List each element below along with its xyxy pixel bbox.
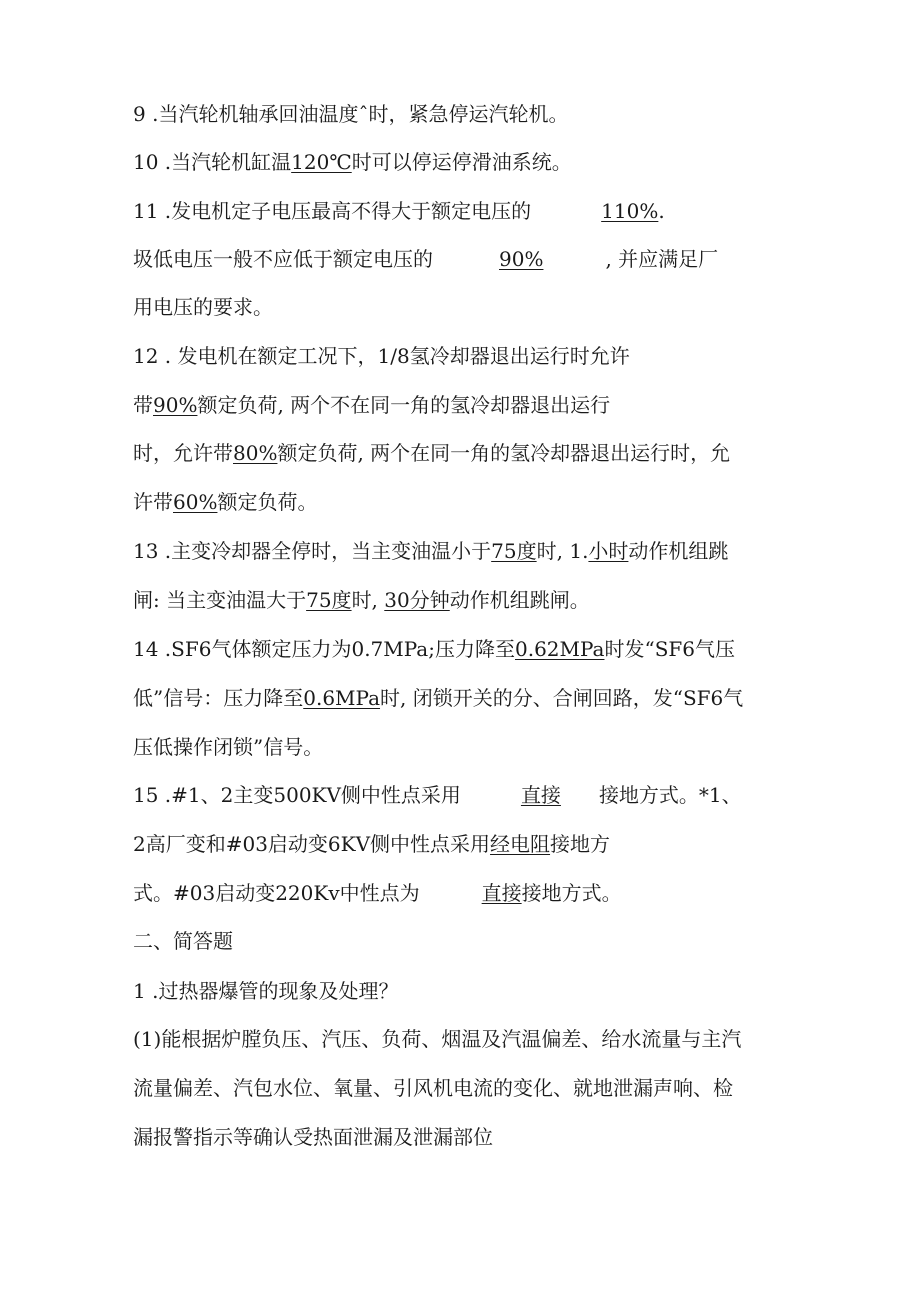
text-run: 额定负荷, 两个不在同一角的氢冷却器退出运行: [197, 393, 611, 417]
text-run: 10 .当汽轮机缸温: [133, 150, 292, 174]
text-run: 闸: 当主变油温大于: [133, 588, 307, 612]
text-run: 二、简答题: [133, 929, 233, 953]
text-run: 用电压的要求。: [133, 295, 273, 319]
text-run: 14 .SF6气体额定压力为0.7MPa;压力降至: [133, 637, 515, 661]
text-run: (1)能根据炉膛负压、汽压、负荷、烟温及汽温偏差、给水流量与主汽: [133, 1027, 742, 1051]
text-line: [133, 830, 610, 858]
underlined-answer: 30分钟: [384, 588, 450, 612]
text-line: [133, 100, 568, 128]
text-run: 时，允许带: [133, 441, 233, 465]
question-title: [133, 977, 398, 1005]
underlined-answer: 75度: [491, 539, 537, 563]
text-line: [133, 1123, 493, 1151]
text-line: [133, 1025, 741, 1053]
text-run: 式。#03启动变220Kv中性点为: [133, 881, 420, 905]
text-run: 1 .过热器爆管的现象及处理？: [133, 979, 399, 1003]
text-run: 时, 闭锁开关的分、合闸回路，发“SF6气: [380, 686, 744, 710]
text-run: 时发“SF6气压: [604, 637, 736, 661]
text-run: 13 .主变冷却器全停时，当主变油温小于: [133, 539, 492, 563]
text-line: [133, 1074, 733, 1102]
underlined-answer: 80%: [233, 441, 278, 465]
underlined-answer: 90%: [499, 247, 544, 271]
text-run: 额定负荷。: [217, 490, 318, 514]
text-line: [133, 586, 590, 614]
text-line: [133, 197, 665, 225]
underlined-answer: 120℃: [291, 150, 352, 174]
text-line: [133, 391, 610, 419]
text-run: 动作机组跳: [628, 539, 729, 563]
text-run: 额定负荷, 两个在同一角的氢冷却器退出运行时，允: [277, 441, 731, 465]
underlined-answer: 小时: [588, 539, 629, 563]
underlined-answer: 110%: [601, 199, 659, 223]
text-line: [133, 245, 718, 273]
underlined-answer: 0.62MPa: [514, 637, 605, 661]
text-run: 接地方式。: [521, 881, 622, 905]
text-run: 低”信号：压力降至: [133, 686, 304, 710]
text-run: 2高厂变和#03启动变6KV侧中性点采用: [133, 832, 491, 856]
text-run: 接地方: [550, 832, 611, 856]
text-line: [133, 488, 317, 516]
text-line: [133, 148, 572, 176]
text-run: 流量偏差、汽包水位、氧量、引风机电流的变化、就地泄漏声响、检: [133, 1076, 733, 1100]
text-line: [133, 537, 728, 565]
underlined-answer: 60%: [173, 490, 218, 514]
underlined-answer: 经电阻: [490, 832, 551, 856]
text-line: [133, 733, 323, 761]
underlined-answer: 直接: [520, 783, 561, 807]
text-line: [133, 635, 735, 663]
text-run: , 并应满足厂: [605, 247, 719, 271]
text-run: 漏报警指示等确认受热面泄漏及泄漏部位: [133, 1125, 493, 1149]
text-line: [133, 684, 743, 712]
text-run: 带: [133, 393, 153, 417]
text-run: 圾低电压一般不应低于额定电压的: [133, 247, 433, 271]
text-run: .: [658, 199, 665, 223]
text-run: 时,: [351, 588, 385, 612]
underlined-answer: 直接: [481, 881, 522, 905]
text-line: [133, 342, 630, 370]
text-run: 压低操作闭锁”信号。: [133, 735, 324, 759]
text-run: 许带: [133, 490, 173, 514]
section-heading: [133, 927, 233, 955]
underlined-answer: 90%: [153, 393, 198, 417]
text-run: 时, 1.: [536, 539, 589, 563]
text-run: 12 . 发电机在额定工况下，1/8氢冷却器退出运行时允许: [133, 344, 630, 368]
text-line: [133, 439, 730, 467]
text-line: [133, 879, 622, 907]
text-line: [133, 293, 273, 321]
text-run: 时可以停运停滑油系统。: [351, 150, 572, 174]
text-line: [133, 781, 742, 809]
text-run: 9 .当汽轮机轴承回油温度ˆ时，紧急停运汽轮机。: [133, 102, 569, 126]
underlined-answer: 0.6MPa: [303, 686, 381, 710]
underlined-answer: 75度: [306, 588, 352, 612]
text-run: 接地方式。*1、: [598, 783, 742, 807]
text-run: 15 .#1、2主变500KV侧中性点采用: [133, 783, 461, 807]
text-run: 11 .发电机定子电压最高不得大于额定电压的: [133, 199, 532, 223]
text-run: 动作机组跳闸。: [449, 588, 590, 612]
